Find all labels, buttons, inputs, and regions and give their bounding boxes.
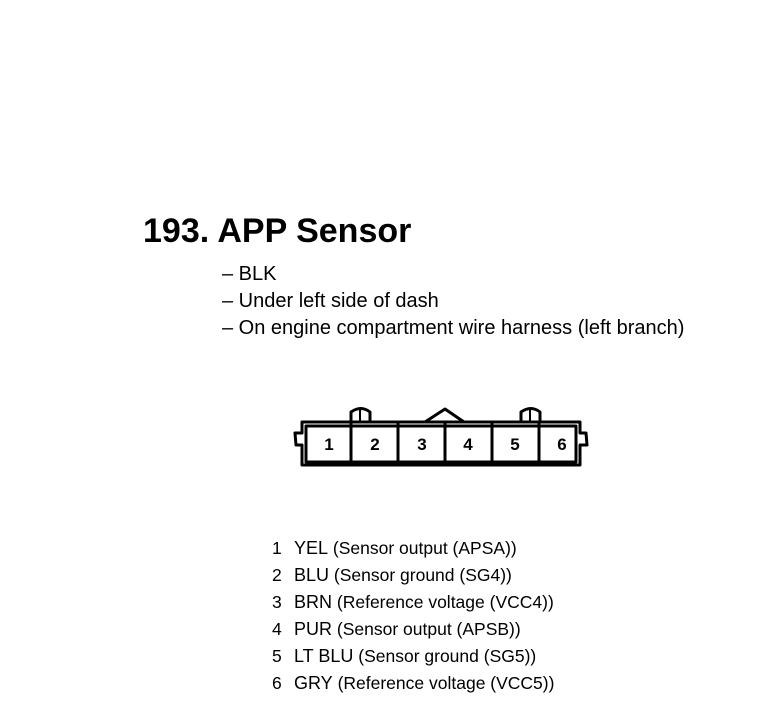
wire-color: GRY [294, 673, 333, 693]
pin-row [272, 589, 554, 616]
pin-description: (Sensor output (APSA)) [332, 538, 517, 558]
pin-number: 6 [272, 673, 282, 693]
pin-row [272, 643, 554, 670]
pin-description: (Reference voltage (VCC5)) [337, 673, 555, 693]
wire-color: BRN [294, 592, 333, 612]
pinout-list [272, 535, 554, 697]
connector-diagram [288, 402, 598, 474]
pin-row [272, 670, 554, 697]
pin-number: 3 [272, 592, 282, 612]
connector-notes [222, 261, 684, 342]
pin-number: 4 [272, 619, 282, 639]
connector-body [306, 426, 576, 462]
pin-number: 2 [272, 565, 282, 585]
pin-row [272, 562, 554, 589]
pin-row [272, 535, 554, 562]
pin-description: (Reference voltage (VCC4)) [336, 592, 554, 612]
pin-row [272, 616, 554, 643]
wire-color: BLU [294, 565, 330, 585]
note-color: – BLK [222, 263, 277, 285]
wire-color: PUR [294, 619, 333, 639]
wire-color: YEL [294, 538, 329, 558]
pin-description: (Sensor output (APSB)) [336, 619, 521, 639]
page-title: 193. APP Sensor [143, 212, 412, 250]
connector-key-center [425, 409, 464, 422]
cavity-label-3: 3 [417, 435, 427, 454]
cavity-label-2: 2 [370, 435, 380, 454]
cavity-label-4: 4 [463, 435, 473, 454]
pin-number: 5 [272, 646, 282, 666]
pin-description: (Sensor ground (SG4)) [333, 565, 512, 585]
note-harness: – On engine compartment wire harness (left branch) [222, 317, 685, 339]
pin-description: (Sensor ground (SG5)) [358, 646, 537, 666]
wire-color: LT BLU [294, 646, 354, 666]
cavity-label-5: 5 [510, 435, 520, 454]
connector-housing [295, 422, 587, 465]
pin-number: 1 [272, 538, 282, 558]
note-location: – Under left side of dash [222, 290, 439, 312]
cavity-label-6: 6 [557, 435, 567, 454]
cavity-label-1: 1 [324, 435, 334, 454]
